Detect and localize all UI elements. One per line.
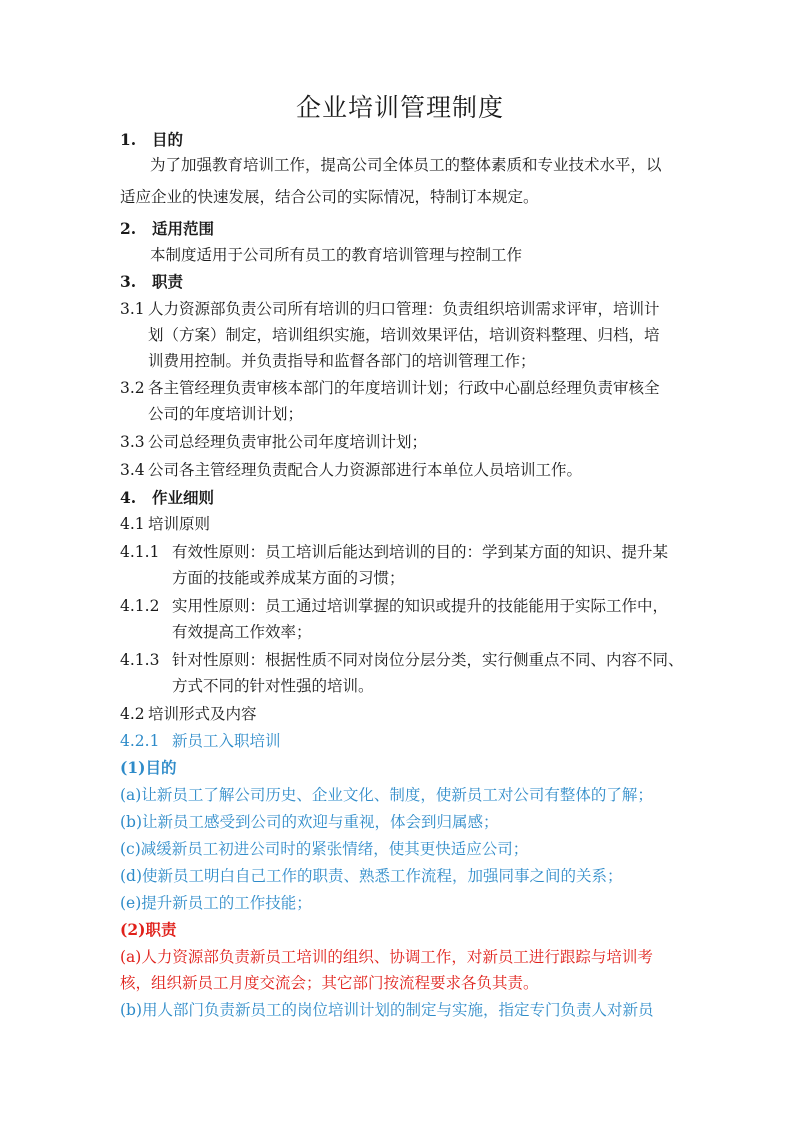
clause-text: 培训形式及内容 — [148, 705, 257, 723]
paragraph-line: 公司的年度培训计划； — [148, 405, 304, 423]
paragraph-line: 为了加强教育培训工作，提高公司全体员工的整体素质和专业技术水平，以 — [150, 156, 662, 174]
clause-text: 各主管经理负责审核本部门的年度培训计划；行政中心副总经理负责审核全 — [148, 379, 660, 397]
duty-item-a: (a)人力资源部负责新员工培训的组织、协调工作，对新员工进行跟踪与培训考 — [120, 948, 653, 966]
section-1-heading — [120, 129, 183, 151]
clause-number: 3.2 — [120, 379, 145, 397]
clause-text: 公司总经理负责审批公司年度培训计划； — [148, 433, 428, 451]
clause-3-1 — [120, 298, 660, 320]
subsection-4-2-1 — [120, 730, 281, 752]
purpose-item-c: (c)减缓新员工初进公司时的紧张情绪，使其更快适应公司； — [120, 840, 529, 858]
clause-number: 4.2.1 — [120, 732, 160, 750]
section-2-heading — [120, 218, 214, 240]
section-number: 1. — [120, 130, 137, 149]
section-title: 职责 — [152, 272, 184, 291]
clause-number: 4.1.1 — [120, 543, 160, 561]
paragraph-line: 适应企业的快速发展，结合公司的实际情况，特制订本规定。 — [120, 188, 539, 206]
clause-number: 3.4 — [120, 461, 145, 479]
clause-text: 新员工入职培训 — [172, 732, 281, 750]
duty-item-b: (b)用人部门负责新员工的岗位培训计划的制定与实施，指定专门负责人对新员 — [120, 1001, 654, 1019]
paragraph-line: 本制度适用于公司所有员工的教育培训管理与控制工作 — [150, 246, 523, 264]
paragraph-line: 方式不同的针对性强的培训。 — [172, 677, 374, 695]
section-4-heading — [120, 487, 214, 509]
clause-text: 有效性原则：员工培训后能达到培训的目的：学到某方面的知识、提升某 — [172, 543, 669, 561]
document-title: 企业培训管理制度 — [295, 93, 504, 122]
clause-3-3 — [120, 431, 427, 453]
section-title: 适用范围 — [152, 219, 215, 238]
paragraph-line: 核，组织新员工月度交流会；其它部门按流程要求各负其责。 — [120, 974, 539, 992]
purpose-item-b: (b)让新员工感受到公司的欢迎与重视，体会到归属感； — [120, 813, 499, 831]
paragraph-line: 有效提高工作效率； — [172, 623, 312, 641]
subsection-4-2 — [120, 703, 257, 725]
clause-number: 4.2 — [120, 705, 145, 723]
clause-number: 3.3 — [120, 433, 145, 451]
clause-3-4 — [120, 459, 582, 481]
clause-number: 4.1.2 — [120, 597, 160, 615]
duty-heading: (2)职责 — [120, 920, 177, 939]
section-title: 目的 — [152, 130, 184, 149]
purpose-heading: (1)目的 — [120, 758, 177, 777]
clause-number: 4.1.3 — [120, 651, 160, 669]
section-number: 2. — [120, 219, 137, 238]
purpose-item-e: (e)提升新员工的工作技能； — [120, 894, 312, 912]
purpose-item-d: (d)使新员工明白自己工作的职责、熟悉工作流程，加强同事之间的关系； — [120, 867, 623, 885]
clause-3-2 — [120, 377, 660, 399]
paragraph-line: 划（方案）制定，培训组织实施，培训效果评估，培训资料整理、归档，培 — [148, 326, 660, 344]
clause-number: 3.1 — [120, 300, 145, 318]
principle-4-1-2 — [120, 595, 668, 617]
paragraph-line: 训费用控制。并负责指导和监督各部门的培训管理工作； — [148, 352, 536, 370]
principle-4-1-3 — [120, 649, 684, 671]
clause-text: 培训原则 — [148, 515, 211, 533]
section-3-heading — [120, 271, 183, 293]
purpose-item-a: (a)让新员工了解公司历史、企业文化、制度，使新员工对公司有整体的了解； — [120, 786, 653, 804]
clause-text: 公司各主管经理负责配合人力资源部进行本单位人员培训工作。 — [148, 461, 583, 479]
clause-text: 针对性原则：根据性质不同对岗位分层分类，实行侧重点不同、内容不同、 — [172, 651, 684, 669]
clause-text: 实用性原则：员工通过培训掌握的知识或提升的技能能用于实际工作中， — [172, 597, 669, 615]
clause-text: 人力资源部负责公司所有培训的归口管理：负责组织培训需求评审，培训计 — [148, 300, 660, 318]
paragraph-line: 方面的技能或养成某方面的习惯； — [172, 569, 405, 587]
principle-4-1-1 — [120, 541, 668, 563]
section-number: 4. — [120, 488, 137, 507]
section-title: 作业细则 — [152, 488, 215, 507]
clause-number: 4.1 — [120, 515, 145, 533]
section-number: 3. — [120, 272, 137, 291]
subsection-4-1 — [120, 513, 210, 535]
